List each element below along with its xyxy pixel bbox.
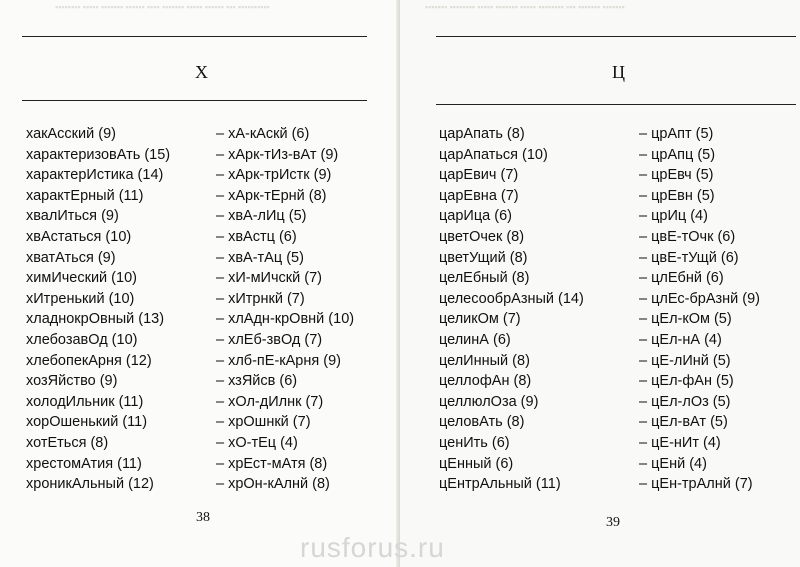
dictionary-entry xyxy=(439,147,794,168)
dictionary-entry xyxy=(26,167,376,188)
dictionary-entry xyxy=(439,291,794,312)
entry-syllables: – хрЕст-мАтя (8) xyxy=(216,455,328,472)
bleed-through-text: ▪▪▪▪▪▪▪ ▪▪▪▪▪▪▪▪ ▪▪▪▪▪ ▪▪▪▪▪▪▪ ▪▪▪▪▪ ▪▪▪▪▪▪▪▪ ▪▪▪ ▪▪▪▪▪▪▪ ▪▪▪▪▪▪▪ xyxy=(425,2,625,12)
dictionary-entry xyxy=(439,353,794,374)
entry-word: целИнный (8) xyxy=(439,352,530,369)
dictionary-entry xyxy=(26,456,376,477)
entry-word: характерИстика (14) xyxy=(26,167,164,184)
header-rule xyxy=(436,104,796,105)
entry-word: хватАться (9) xyxy=(26,249,116,266)
entry-word: характЕрный (11) xyxy=(26,187,144,204)
entry-syllables: – хО-тЕц (4) xyxy=(216,434,298,451)
entry-word: химИческий (10) xyxy=(26,270,137,287)
entry-list xyxy=(439,126,794,497)
dictionary-entry xyxy=(439,435,794,456)
entry-syllables: – хИ-мИчскй (7) xyxy=(216,270,322,287)
entry-syllables: – црАпц (5) xyxy=(639,146,716,163)
entry-syllables: – цлЕс-брАзнй (9) xyxy=(639,290,760,307)
entry-syllables: – хрОн-кАлнй (8) xyxy=(216,476,330,493)
right-page xyxy=(400,0,800,567)
entry-word: целинА (6) xyxy=(439,331,511,348)
dictionary-entry xyxy=(26,353,376,374)
entry-word: целлофАн (8) xyxy=(439,373,532,390)
dictionary-entry xyxy=(26,311,376,332)
entry-syllables: – цлЕбнй (6) xyxy=(639,270,724,287)
top-rule xyxy=(436,36,796,37)
dictionary-entry xyxy=(26,250,376,271)
entry-syllables: – цЕнй (4) xyxy=(639,455,707,472)
dictionary-entry xyxy=(26,476,376,497)
entry-word: хакАсский (9) xyxy=(26,126,116,142)
entry-syllables: – цЕл-кОм (5) xyxy=(639,311,732,328)
entry-word: хроникАльный (12) xyxy=(26,476,154,493)
entry-word: хотЕться (8) xyxy=(26,434,109,451)
entry-word: хорОшенький (11) xyxy=(26,414,148,431)
entry-word: цЕнный (6) xyxy=(439,455,514,472)
entry-word: целовАть (8) xyxy=(439,414,525,431)
entry-syllables: – хИтрнкй (7) xyxy=(216,290,305,307)
entry-syllables: – хзЯйсв (6) xyxy=(216,373,298,390)
dictionary-entry xyxy=(26,270,376,291)
entry-syllables: – хАрк-трИстк (9) xyxy=(216,167,332,184)
entry-word: целЕбный (8) xyxy=(439,270,530,287)
dictionary-entry xyxy=(439,373,794,394)
dictionary-entry xyxy=(26,332,376,353)
entry-word: хрестомАтия (11) xyxy=(26,455,142,472)
entry-word: царАпать (8) xyxy=(439,126,525,142)
watermark: rusforus.ru xyxy=(300,532,445,563)
entry-word: хлебозавОд (10) xyxy=(26,331,138,348)
entry-word: целесообрАзный (14) xyxy=(439,290,584,307)
dictionary-entry xyxy=(439,167,794,188)
entry-syllables: – цЕл-фАн (5) xyxy=(639,373,734,390)
dictionary-entry xyxy=(439,188,794,209)
entry-word: царЕвич (7) xyxy=(439,167,519,184)
entry-syllables: – цЕ-нИт (4) xyxy=(639,434,721,451)
dictionary-entry xyxy=(439,270,794,291)
entry-syllables: – хвАстц (6) xyxy=(216,228,297,245)
entry-word: хвалИться (9) xyxy=(26,208,119,225)
entry-syllables: – хлЕб-звОд (7) xyxy=(216,331,323,348)
dictionary-entry xyxy=(439,394,794,415)
entry-word: царЕвна (7) xyxy=(439,187,519,204)
dictionary-entry xyxy=(26,414,376,435)
top-rule xyxy=(22,36,367,37)
entry-word: царИца (6) xyxy=(439,208,512,225)
dictionary-entry xyxy=(439,414,794,435)
entry-syllables: – цЕл-лОз (5) xyxy=(639,393,731,410)
entry-syllables: – црАпт (5) xyxy=(639,126,714,142)
dictionary-entry xyxy=(439,208,794,229)
entry-syllables: – хлАдн-крОвнй (10) xyxy=(216,311,355,328)
dictionary-entry xyxy=(26,229,376,250)
entry-word: цветУщий (8) xyxy=(439,249,528,266)
entry-syllables: – цЕл-вАт (5) xyxy=(639,414,728,431)
entry-syllables: – црЕвн (5) xyxy=(639,187,715,204)
entry-word: хладнокрОвный (13) xyxy=(26,311,165,328)
dictionary-entry xyxy=(439,332,794,353)
entry-word: целикОм (7) xyxy=(439,311,521,328)
entry-word: царАпаться (10) xyxy=(439,146,548,163)
entry-word: цЕнтрАльный (11) xyxy=(439,476,561,493)
entry-word: характеризовАть (15) xyxy=(26,146,171,163)
dictionary-entry xyxy=(26,126,376,147)
dictionary-entry xyxy=(26,147,376,168)
entry-list xyxy=(26,126,376,497)
entry-syllables: – хлб-пЕ-кАрня (9) xyxy=(216,352,341,369)
dictionary-entry xyxy=(439,126,794,147)
entry-word: хИтренький (10) xyxy=(26,290,135,307)
bleed-through-text: ▪▪▪▪▪▪▪▪ ▪▪▪▪▪ ▪▪▪▪▪▪▪ ▪▪▪▪▪▪ ▪▪▪▪ ▪▪▪▪▪▪▪ ▪▪▪▪▪ ▪▪▪▪▪▪ ▪▪▪ ▪▪▪▪▪▪▪▪▪▪ xyxy=(55,2,270,12)
entry-word: холодИльник (11) xyxy=(26,393,144,410)
entry-syllables: – цЕл-нА (4) xyxy=(639,331,722,348)
dictionary-entry xyxy=(439,311,794,332)
entry-syllables: – црИц (4) xyxy=(639,208,708,225)
entry-syllables: – хвА-тАц (5) xyxy=(216,249,304,266)
entry-syllables: – цвЕ-тУщй (6) xyxy=(639,249,739,266)
dictionary-entry xyxy=(439,250,794,271)
section-letter: Ц xyxy=(612,62,625,82)
page-number: 39 xyxy=(606,515,620,530)
entry-word: хлебопекАрня (12) xyxy=(26,352,152,369)
dictionary-entry xyxy=(439,476,794,497)
dictionary-entry xyxy=(26,208,376,229)
entry-word: хвАстаться (10) xyxy=(26,228,132,245)
dictionary-entry xyxy=(26,291,376,312)
dictionary-entry xyxy=(26,373,376,394)
dictionary-entry xyxy=(26,435,376,456)
entry-syllables: – хрОшнкй (7) xyxy=(216,414,311,431)
entry-syllables: – хАрк-тЕрнй (8) xyxy=(216,187,327,204)
page-number: 38 xyxy=(196,510,210,525)
header-rule xyxy=(22,100,367,101)
entry-word: хозЯйство (9) xyxy=(26,373,118,390)
entry-syllables: – хАрк-тИз-вАт (9) xyxy=(216,146,339,163)
entry-syllables: – хвА-лИц (5) xyxy=(216,208,307,225)
dictionary-entry xyxy=(26,188,376,209)
entry-word: целлюлОза (9) xyxy=(439,393,539,410)
dictionary-entry xyxy=(26,394,376,415)
section-letter: Х xyxy=(195,62,208,82)
entry-syllables: – цЕн-трАлнй (7) xyxy=(639,476,753,493)
entry-word: ценИть (6) xyxy=(439,434,510,451)
dictionary-entry xyxy=(439,229,794,250)
entry-syllables: – хОл-дИлнк (7) xyxy=(216,393,324,410)
dictionary-entry xyxy=(439,456,794,477)
entry-syllables: – хА-кАскй (6) xyxy=(216,126,310,142)
entry-word: цветОчек (8) xyxy=(439,228,525,245)
entry-syllables: – црЕвч (5) xyxy=(639,167,714,184)
entry-syllables: – цЕ-лИнй (5) xyxy=(639,352,731,369)
entry-syllables: – цвЕ-тОчк (6) xyxy=(639,228,736,245)
